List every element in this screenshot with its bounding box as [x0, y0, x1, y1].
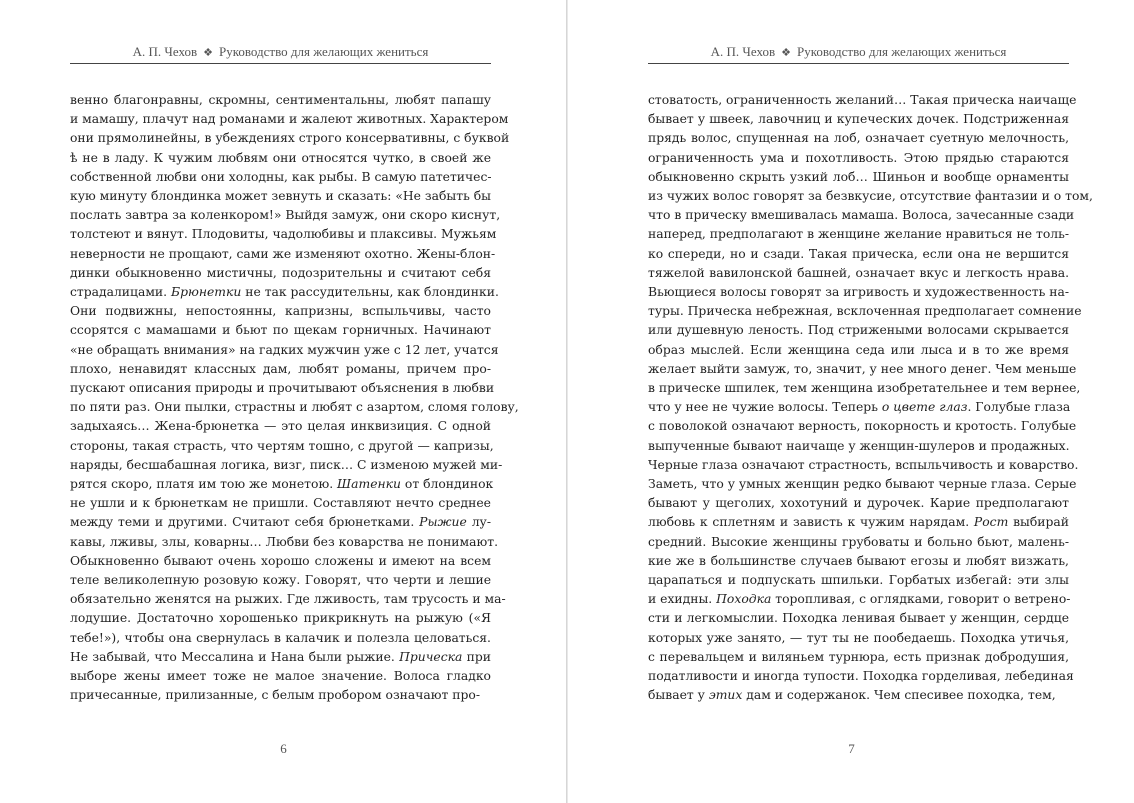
right-page	[567, 0, 1134, 803]
text-line	[648, 571, 1069, 590]
text-line	[648, 321, 1069, 340]
text-line	[70, 187, 491, 206]
text-line	[648, 302, 1082, 321]
text-line	[70, 475, 494, 494]
text-run: или душевную леность. Под стрижеными волосами скрывается	[648, 323, 1069, 338]
text-run: страдалицами.	[70, 285, 172, 300]
text-line	[648, 417, 1077, 436]
text-line	[70, 609, 491, 628]
text-run: с поволокой означают верность, покорность и кротость. Голубые	[648, 419, 1077, 434]
text-run: задыхаясь… Жена-брюнетка — это целая инквизиция. С одной	[70, 419, 491, 434]
text-line	[648, 437, 1069, 456]
text-run: стоватость, ограниченность желаний… Такая прическа наичаще	[648, 93, 1077, 107]
text-line	[70, 533, 498, 552]
text-line	[70, 206, 501, 225]
running-head	[648, 44, 1069, 64]
text-line	[648, 110, 1069, 129]
text-run: податливости и иногда тупости. Походка горделивая, лебединая	[648, 669, 1074, 684]
text-run: образ мыслей. Если женщина седа или лыса и в то же время	[648, 342, 1069, 357]
text-line	[648, 341, 1069, 360]
text-run: выпученные бывают наичаще у женщин-шулеров и продажных.	[648, 438, 1070, 453]
text-run: неверности не прощают, сами же изменяют охотно. Жены-блон-	[70, 246, 496, 261]
text-line	[648, 494, 1069, 513]
text-line	[648, 206, 1075, 225]
text-line	[70, 494, 491, 513]
text-line	[648, 379, 1081, 398]
text-line	[648, 552, 1069, 571]
text-run: сти и легкомыслии. Походка ленивая бывает у женщин, сердце	[648, 611, 1069, 626]
text-run: не ушли и к брюнеткам не пришли. Составляют нечто среднее	[70, 496, 491, 511]
text-line	[70, 667, 491, 686]
running-head	[70, 44, 491, 64]
text-run: «не обращать внимания» на гадких мужчин уже с 12 лет, учатся	[70, 342, 499, 357]
text-line	[648, 590, 1069, 609]
text-line	[648, 456, 1079, 475]
text-run: Заметь, что у умных женщин редко бывают черные глаза. Серые	[648, 477, 1077, 492]
text-run: наряды, бесшабашная логика, визг, писк… С изменою мужей ми-	[70, 457, 503, 472]
body-text	[70, 91, 519, 706]
text-run: кие же в большинстве случаев бывают егозы и любят визжать,	[648, 553, 1069, 568]
text-line	[648, 245, 1069, 264]
running-head-title: Руководство для желающих жениться	[796, 44, 1007, 59]
text-run: плохо, ненавидят классных дам, любят романы, причем про-	[70, 361, 491, 376]
page-number: 6	[280, 741, 287, 756]
text-line	[648, 149, 1069, 168]
text-run: бывают у щеголих, хохотуний и дурочек. Карие предполагают	[648, 496, 1069, 511]
text-line	[648, 129, 1069, 148]
running-head-author: А. П. Чехов	[710, 44, 776, 59]
text-run: Черные глаза означают страстность, вспыльчивость и коварство.	[648, 457, 1079, 472]
text-line	[70, 437, 494, 456]
text-line	[648, 398, 1069, 417]
page-number: 7	[848, 741, 855, 756]
text-run: любовь к сплетням и зависть к чужим нарядам.	[648, 515, 974, 530]
text-line	[70, 629, 491, 648]
text-run: обыкновенно скрыть узкий лоб… Шиньон и вообще орнаменты	[648, 169, 1069, 184]
text-run: Обыкновенно бывают очень хорошо сложены и имеют на всем	[70, 553, 491, 568]
text-run: кую минуту блондинка может зевнуть и сказать: «Не забыть бы	[70, 189, 491, 204]
text-run: которых уже занято, — тут ты не пообедаешь. Походка утичья,	[648, 630, 1069, 645]
text-line	[648, 283, 1069, 302]
italic-term: Рыжие	[419, 515, 467, 530]
text-run: ссорятся с мамашами и бьют по щекам горничных. Начинают	[70, 323, 491, 338]
italic-term: Походка	[716, 592, 772, 607]
text-run: кавы, лживы, злы, коварны… Любви без коварства не понимают.	[70, 534, 498, 549]
text-run: средний. Высокие женщины грубоваты и больно бьют, малень-	[648, 534, 1069, 549]
italic-term: Прическа	[399, 649, 463, 664]
text-line	[70, 264, 491, 283]
text-run: наперед, предполагают в женщине желание нравиться не толь-	[648, 227, 1069, 242]
italic-term: этих	[708, 688, 743, 703]
text-line	[70, 225, 497, 244]
text-run: причесанные, прилизанные, с белым пробором означают про-	[70, 688, 481, 703]
text-line	[648, 629, 1069, 648]
text-line	[70, 91, 491, 110]
text-line	[70, 398, 519, 417]
text-run: тяжелой вавилонской башней, означает вкус и легкость нрава.	[648, 265, 1069, 280]
text-line	[648, 225, 1069, 244]
text-line	[648, 533, 1069, 552]
ornament-icon: ❖	[203, 47, 213, 59]
text-run: ограниченность ума и похотливость. Этою прядью стараются	[648, 150, 1069, 165]
text-line	[70, 552, 491, 571]
text-run: пускают описания природы и прочитывают объяснения в любви	[70, 381, 495, 396]
text-line	[648, 91, 1077, 110]
text-line	[70, 149, 491, 168]
text-run: туры. Прическа небрежная, всклоченная предполагает сомнение	[648, 304, 1082, 319]
text-line	[70, 129, 510, 148]
text-run: динки обыкновенно мистичны, подозрительны и считают себя	[70, 265, 491, 280]
text-run: тебе!»), чтобы она свернулась в калачик и полезла целоваться.	[70, 630, 491, 645]
text-line	[70, 245, 496, 264]
text-line	[648, 360, 1077, 379]
text-run: теле великолепную розовую кожу. Говорят, что черти и лешие	[70, 573, 491, 588]
text-run: бывает у	[648, 688, 709, 703]
text-run: бывает у швеек, лавочниц и купеческих дочек. Подстриженная	[648, 112, 1069, 127]
text-run: между теми и другими. Считают себя брюнетками.	[70, 515, 420, 530]
text-run: лодушие. Достаточно хорошенько прикрикнуть на рыжую («Я	[70, 611, 491, 626]
text-run: рятся скоро, платя им тою же монетою.	[70, 477, 338, 492]
text-line	[70, 302, 491, 321]
text-run: ѣ не в ладу. К чужим любвям они относятся чутко, в своей же	[70, 150, 491, 165]
text-line	[648, 264, 1069, 283]
text-line	[648, 686, 1069, 705]
text-run: из чужих волос говорят за безвкусие, отсутствие фантазии и о том,	[648, 189, 1093, 204]
text-line	[648, 648, 1069, 667]
text-line	[70, 513, 491, 532]
text-run: обязательно женятся на рыжих. Где лживость, там трусость и ма-	[70, 592, 506, 607]
text-line	[70, 590, 506, 609]
text-run: прядь волос, спущенная на лоб, означает суетную мелочность,	[648, 131, 1069, 146]
text-run: по пяти раз. Они пылки, страстны и любят с азартом, сломя голову,	[70, 400, 519, 415]
text-run: выбирай	[1008, 515, 1069, 530]
text-run: торопливая, с оглядками, говорит о ветрено-	[771, 592, 1071, 607]
text-run: при	[462, 649, 491, 664]
text-run: и ехидны.	[648, 592, 717, 607]
text-line	[70, 686, 491, 705]
text-run: Не забывай, что Мессалина и Нана были рыжие.	[70, 649, 400, 664]
text-run: с перевальцем и виляньем турнюра, есть признак добродушия,	[648, 649, 1069, 664]
text-line	[70, 168, 491, 187]
text-run: от блондинок	[400, 477, 494, 492]
text-run: в прическе шпилек, тем женщина изобретательнее и тем вернее,	[648, 381, 1081, 396]
text-line	[70, 110, 509, 129]
text-run: ко спереди, но и сзади. Такая прическа, если она не вершится	[648, 246, 1069, 261]
text-line	[70, 283, 499, 302]
text-line	[70, 456, 503, 475]
text-run: не так рассудительны, как блондинки.	[241, 285, 499, 300]
text-line	[70, 360, 491, 379]
ornament-icon: ❖	[781, 47, 791, 59]
text-line	[70, 571, 491, 590]
text-line	[70, 341, 499, 360]
italic-term: Брюнетки	[171, 285, 242, 300]
text-run: что в прическу вмешивалась мамаша. Волоса, зачесанные сзади	[648, 208, 1075, 223]
text-line	[648, 667, 1074, 686]
text-run: царапаться и подпускать шпильки. Горбатых избегай: эти злы	[648, 573, 1069, 588]
text-line	[70, 379, 495, 398]
text-run: толстеют и вянут. Плодовиты, чадолюбивы и плаксивы. Мужьям	[70, 227, 497, 242]
text-run: венно благонравны, скромны, сентиментальны, любят папашу	[70, 93, 491, 107]
text-run: лу-	[466, 515, 491, 530]
text-line	[70, 417, 491, 436]
text-run: . Голубые глаза	[967, 400, 1071, 415]
text-run: стороны, такая страсть, что чертям тошно, с другой — капризы,	[70, 438, 494, 453]
italic-term: Шатенки	[337, 477, 401, 492]
text-run: Вьющиеся волосы говорят за игривость и художественность на-	[648, 285, 1069, 300]
text-run: желает выйти замуж, то, значит, у нее много денег. Чем меньше	[648, 361, 1077, 376]
body-text	[648, 91, 1093, 706]
text-run: что у нее не чужие волосы. Теперь	[648, 400, 882, 415]
text-run: послать завтра за коленкором!» Выйдя замуж, они скоро киснут,	[70, 208, 501, 223]
running-head-title: Руководство для желающих жениться	[218, 44, 429, 59]
text-line	[70, 648, 491, 667]
text-run: дам и содержанок. Чем спесивее походка, тем,	[742, 688, 1056, 703]
text-run: они прямолинейны, в убеждениях строго консервативны, с буквой	[70, 131, 510, 146]
text-run: Они подвижны, непостоянны, капризны, вспыльчивы, часто	[70, 304, 491, 319]
text-line	[70, 321, 491, 340]
text-line	[648, 187, 1093, 206]
text-line	[648, 513, 1069, 532]
text-line	[648, 475, 1077, 494]
text-line	[648, 609, 1069, 628]
italic-term: Рост	[973, 515, 1009, 530]
text-run: выборе жены имеет тоже не малое значение. Волоса гладко	[70, 669, 491, 684]
text-line	[648, 168, 1069, 187]
running-head-author: А. П. Чехов	[132, 44, 198, 59]
text-run: и мамашу, плачут над романами и жалеют животных. Характером	[70, 112, 509, 127]
text-run: собственной любви они холодны, как рыбы. В самую патетичес-	[70, 169, 492, 184]
italic-term: о цвете глаз	[881, 400, 968, 415]
